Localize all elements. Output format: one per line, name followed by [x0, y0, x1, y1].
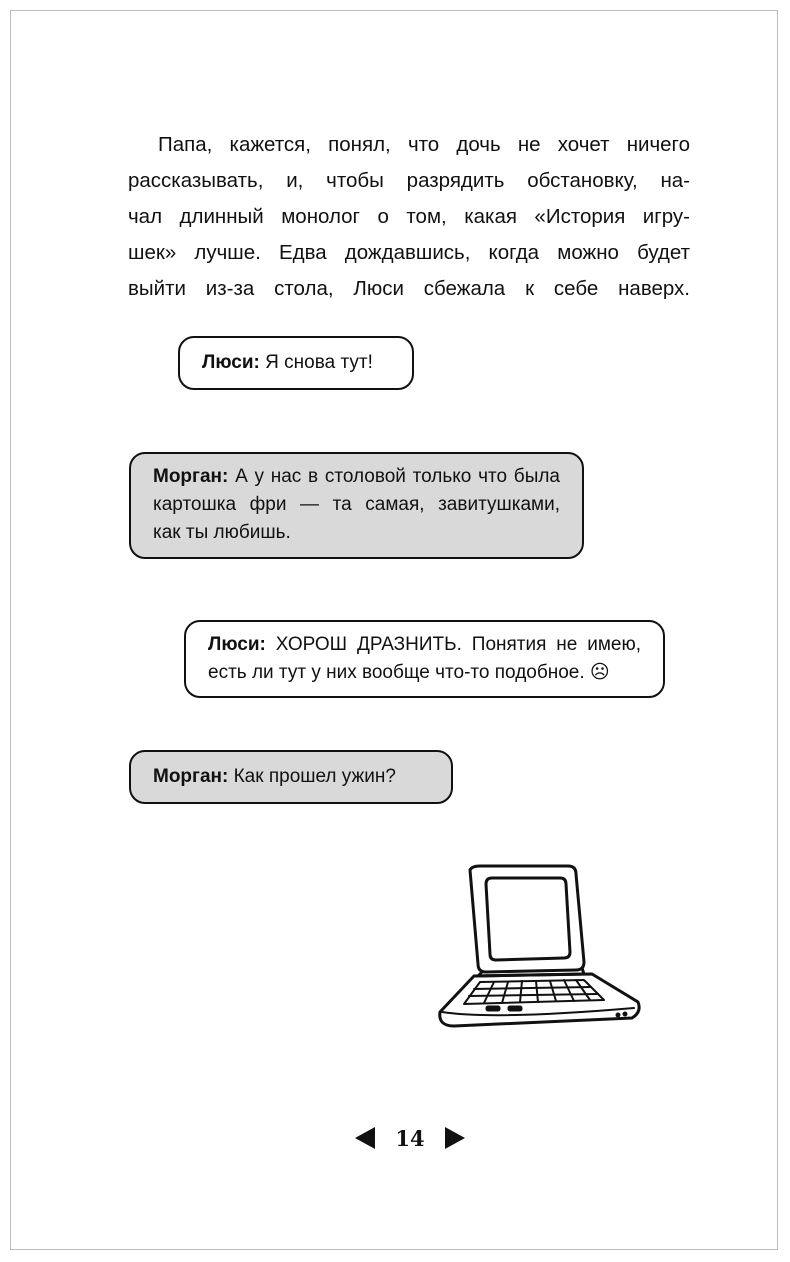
narrative-line: шек» лучше. Едва дождавшись, когда можно будет	[128, 241, 690, 264]
chat-message-text: ХОРОШ ДРАЗНИТЬ. Понятия не имею,	[275, 634, 642, 655]
chat-bubble-morgan	[129, 452, 584, 559]
chat-message-text: А у нас в столовой только что была	[235, 466, 560, 487]
page-navigation	[355, 1118, 465, 1158]
narrative-line: чал длинный монолог о том, какая «История игру-	[128, 205, 690, 228]
chat-message-text: есть ли тут у них вообще что-то подобное. ☹	[208, 662, 610, 683]
chat-message-text: картошка фри — та самая, завитушками,	[153, 494, 560, 515]
arrow-right-icon[interactable]	[445, 1127, 465, 1149]
chat-message-text: Как прошел ужин?	[233, 766, 396, 787]
arrow-left-icon[interactable]	[355, 1127, 375, 1149]
chat-bubble-morgan	[129, 750, 453, 804]
chat-bubble-lucy	[184, 620, 665, 698]
narrative-paragraph	[128, 127, 690, 307]
chat-speaker: Морган:	[153, 766, 229, 787]
chat-message-text: Я снова тут!	[265, 352, 373, 373]
chat-bubble-lucy	[178, 336, 414, 390]
narrative-line: выйти из-за стола, Люси сбежала к себе наверх.	[128, 277, 690, 300]
narrative-line: Папа, кажется, понял, что дочь не хочет ничего	[158, 133, 690, 156]
laptop-icon	[434, 862, 644, 1032]
page-number: 14	[395, 1125, 425, 1151]
chat-message-text: как ты любишь.	[153, 522, 291, 543]
narrative-line: рассказывать, и, чтобы разрядить обстановку, на-	[128, 169, 690, 192]
chat-speaker: Люси:	[202, 352, 260, 373]
chat-speaker: Морган:	[153, 466, 229, 487]
chat-speaker: Люси:	[208, 634, 266, 655]
